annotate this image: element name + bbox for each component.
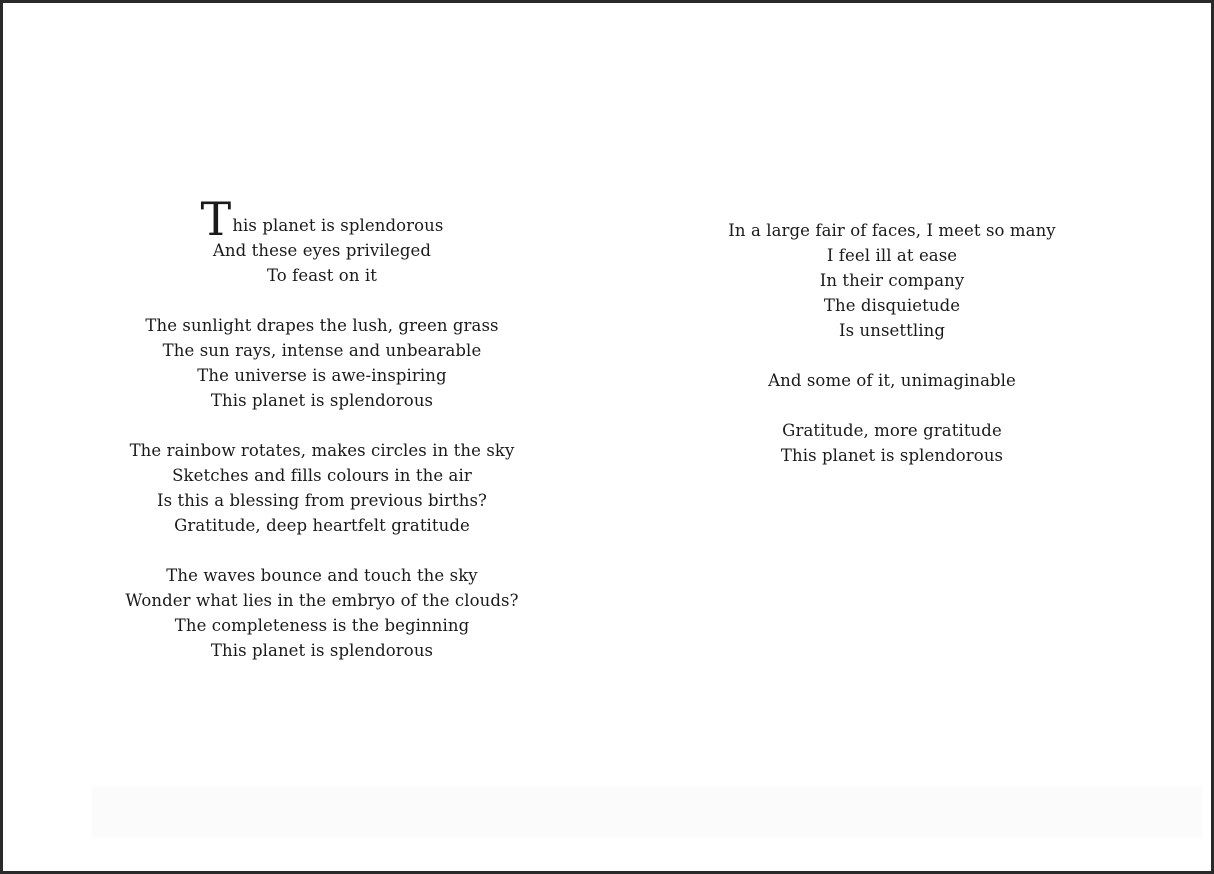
poem-left-column (122, 192, 522, 688)
poem-line: Wonder what lies in the embryo of the clouds? (125, 591, 519, 610)
stanza-1 (122, 192, 522, 288)
poem-line: In their company (819, 271, 965, 290)
poem-line: Is unsettling (838, 321, 946, 340)
stanza-5 (692, 218, 1092, 343)
poem-line: This planet is splendorous (210, 391, 434, 410)
poem-line: Sketches and fills colours in the air (172, 466, 472, 485)
poem-line: The sun rays, intense and unbearable (162, 341, 482, 360)
poem-line (122, 192, 522, 246)
poem-line: To feast on it (266, 266, 378, 285)
stanza-2 (122, 313, 522, 413)
poem-line: The universe is awe-inspiring (197, 366, 447, 385)
poem-line: Gratitude, more gratitude (782, 421, 1002, 440)
poem-line: The sunlight drapes the lush, green grass (145, 316, 499, 335)
drop-cap: T (200, 192, 232, 246)
poem-line: The rainbow rotates, makes circles in the sky (129, 441, 515, 460)
poem-right-column (692, 218, 1092, 493)
poem-line: This planet is splendorous (210, 641, 434, 660)
first-line-text: his planet is splendorous (232, 216, 444, 235)
poem-line: In a large fair of faces, I meet so many (728, 221, 1056, 240)
poem-line: The completeness is the beginning (174, 616, 470, 635)
poem-line: This planet is splendorous (780, 446, 1004, 465)
footer-band (92, 786, 1202, 838)
poem-line: And these eyes privileged (212, 241, 432, 260)
stanza-4 (122, 563, 522, 663)
stanza-7 (692, 418, 1092, 468)
poem-line: Is this a blessing from previous births? (156, 491, 487, 510)
poem-line: The disquietude (823, 296, 961, 315)
stanza-3 (122, 438, 522, 538)
stanza-6 (692, 368, 1092, 393)
poem-line: The waves bounce and touch the sky (166, 566, 478, 585)
poem-line: And some of it, unimaginable (768, 371, 1016, 390)
poem-line: Gratitude, deep heartfelt gratitude (174, 516, 470, 535)
poem-line: I feel ill at ease (826, 246, 958, 265)
